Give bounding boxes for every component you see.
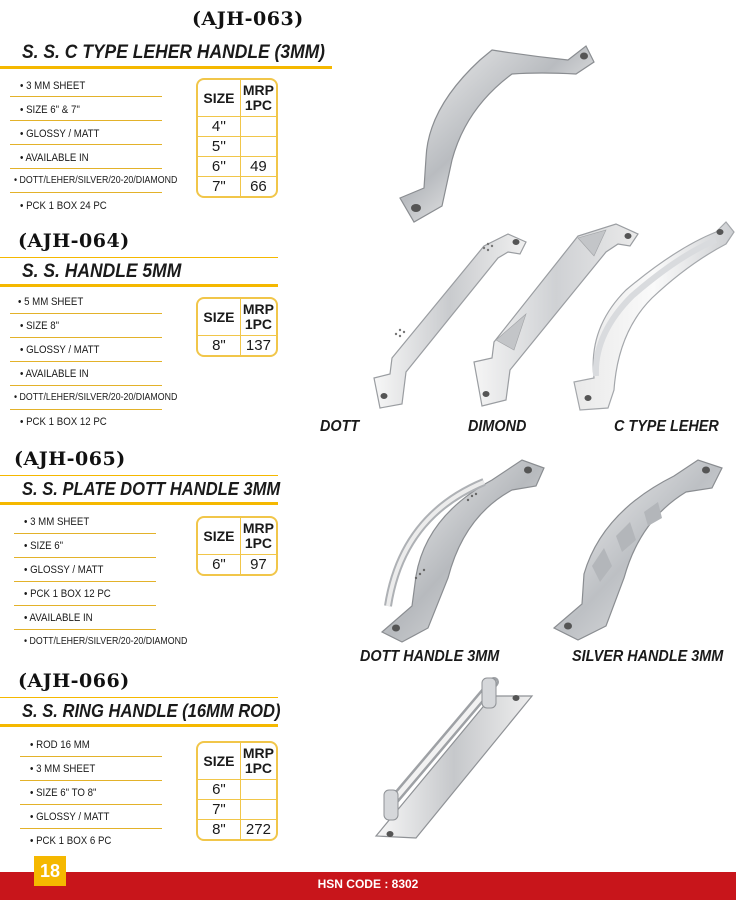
product-title: S. S. HANDLE 5MM [22, 261, 182, 282]
size-cell: 6" [198, 780, 241, 800]
silver-handle-image [546, 456, 726, 646]
size-header: SIZE [198, 299, 241, 336]
feature-item: • DOTT/LEHER/SILVER/20-20/DIAMOND [14, 392, 178, 403]
price-cell: 66 [250, 178, 267, 195]
size-cell: 5'' [198, 137, 241, 157]
price-cell [241, 137, 276, 157]
price-table [196, 741, 278, 841]
size-cell: 7" [198, 800, 241, 820]
size-cell: 6'' [198, 157, 241, 177]
price-table [196, 78, 278, 198]
size-cell: 6" [198, 555, 241, 574]
size-cell: 8" [198, 336, 241, 355]
mrp-header-text: MRP 1PC [242, 301, 274, 332]
price-cell: 97 [250, 556, 267, 573]
price-cell: 137 [245, 337, 271, 354]
price-cell: 272 [245, 821, 271, 838]
product-code: (AJH-063) [192, 8, 304, 30]
feature-divider [14, 533, 156, 534]
feature-divider [10, 337, 162, 338]
variant-label-silver-handle: SILVER HANDLE 3MM [572, 648, 724, 665]
title-topline [0, 475, 278, 476]
price-cell [241, 780, 276, 800]
product-title: S. S. RING HANDLE (16MM ROD) [22, 701, 281, 721]
price-cell [241, 800, 276, 820]
feature-item: • 5 MM SHEET [18, 296, 84, 308]
feature-item: • GLOSSY / MATT [30, 811, 110, 823]
feature-item: • SIZE 6" & 7'' [20, 104, 81, 116]
mrp-header-text: MRP 1PC [242, 745, 274, 776]
size-cell: 7" [198, 177, 241, 196]
feature-divider [10, 313, 162, 314]
feature-divider [20, 804, 162, 805]
feature-item: • PCK 1 BOX 6 PC [30, 835, 112, 847]
feature-divider [14, 581, 156, 582]
hsn-code: HSN CODE : 8302 [317, 877, 419, 891]
mrp-header-text: MRP 1PC [242, 82, 274, 113]
c-type-leher-handle-image [380, 38, 600, 234]
feature-item: • PCK 1 BOX 12 PC [20, 416, 107, 428]
variant-label-dott-handle: DOTT HANDLE 3MM [360, 648, 500, 665]
title-underline [0, 284, 278, 287]
feature-divider [14, 557, 156, 558]
title-topline [0, 257, 278, 258]
price-cell [241, 117, 276, 137]
ring-handle-image [370, 672, 538, 858]
feature-item: • PCK 1 BOX 24 PC [20, 200, 107, 212]
product-title: S. S. PLATE DOTT HANDLE 3MM [22, 479, 281, 499]
feature-divider [10, 409, 162, 410]
feature-divider [10, 96, 162, 97]
price-table [196, 297, 278, 357]
title-underline [0, 502, 278, 505]
size-header: SIZE [198, 80, 241, 117]
title-underline [0, 724, 278, 727]
feature-divider [14, 605, 156, 606]
page-number: 18 [34, 856, 66, 886]
mrp-header [241, 743, 276, 780]
mrp-header-text: MRP 1PC [242, 520, 274, 551]
mrp-header [241, 518, 276, 555]
feature-item: • 3 MM SHEET [30, 763, 96, 775]
variant-label-dott: DOTT [320, 418, 360, 435]
feature-item: • GLOSSY / MATT [20, 344, 100, 356]
size-header: SIZE [198, 743, 241, 780]
feature-divider [20, 780, 162, 781]
feature-divider [14, 629, 156, 630]
product-code: (AJH-066) [18, 670, 130, 692]
feature-item: • ROD 16 MM [30, 739, 90, 751]
size-header: SIZE [198, 518, 241, 555]
feature-divider [20, 828, 162, 829]
size-cell: 8" [198, 820, 241, 839]
variant-label-c-type-leher: C TYPE LEHER [614, 418, 719, 435]
feature-item: • GLOSSY / MATT [24, 564, 104, 576]
feature-item: • AVAILABLE IN [20, 152, 89, 164]
price-table [196, 516, 278, 576]
feature-divider [10, 168, 162, 169]
plate-dott-handle-image [372, 456, 548, 646]
title-underline [0, 66, 332, 69]
title-topline [0, 697, 278, 698]
feature-item: • PCK 1 BOX 12 PC [24, 588, 111, 600]
product-title: S. S. C TYPE LEHER HANDLE (3MM) [22, 42, 326, 63]
mrp-header [241, 299, 276, 336]
product-code: (AJH-065) [14, 448, 126, 470]
feature-item: • GLOSSY / MATT [20, 128, 100, 140]
feature-item: • SIZE 6" TO 8" [30, 787, 97, 799]
feature-divider [10, 192, 162, 193]
feature-divider [10, 120, 162, 121]
feature-item: • AVAILABLE IN [24, 612, 93, 624]
price-cell: 49 [241, 157, 276, 177]
c-type-leher-sample-image [566, 218, 736, 414]
feature-divider [10, 144, 162, 145]
variant-label-dimond: DIMOND [468, 418, 527, 435]
feature-item: • DOTT/LEHER/SILVER/20-20/DIAMOND [24, 636, 188, 647]
mrp-header [241, 80, 276, 117]
product-code: (AJH-064) [18, 230, 130, 252]
feature-divider [20, 756, 162, 757]
feature-item: • SIZE 8" [20, 320, 60, 332]
size-cell: 4'' [198, 117, 241, 137]
feature-divider [10, 361, 162, 362]
feature-item: • DOTT/LEHER/SILVER/20-20/DIAMOND [14, 175, 178, 186]
feature-divider [10, 385, 162, 386]
feature-item: • SIZE 6" [24, 540, 64, 552]
feature-item: • AVAILABLE IN [20, 368, 89, 380]
feature-item: • 3 MM SHEET [24, 516, 90, 528]
feature-item: • 3 MM SHEET [20, 80, 86, 92]
